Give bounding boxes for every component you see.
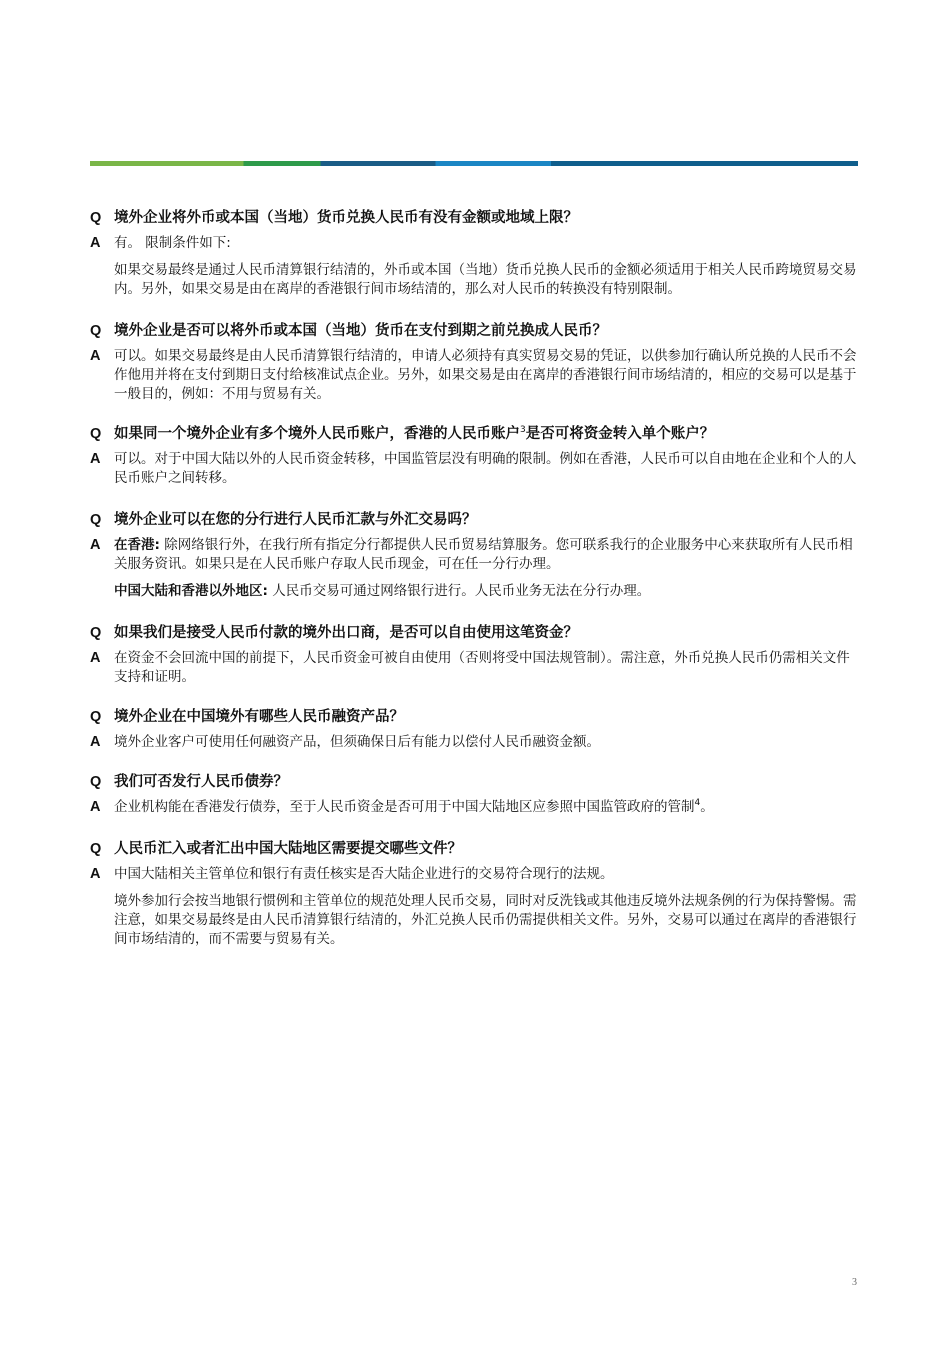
answer-other-label: 中国大陆和香港以外地区:: [114, 583, 268, 599]
faq-item-bond-issuance: [90, 772, 860, 817]
faq-item-required-documents: [90, 839, 860, 949]
answer-other-paragraph: [114, 582, 860, 601]
answer-row: [90, 234, 860, 299]
footnote-ref-3: 3: [520, 425, 526, 435]
answer-lead: 中国大陆相关主管单位和银行有责任核实是否大陆企业进行的交易符合现行的法规。: [114, 866, 614, 882]
faq-item-financing-products: [90, 707, 860, 752]
question-marker: Q: [90, 210, 102, 226]
answer-row: [90, 733, 860, 752]
answer-hk-paragraph: [114, 536, 860, 574]
answer-row: [90, 649, 860, 687]
answer-marker: A: [90, 734, 101, 750]
answer-row: [90, 798, 860, 817]
answer-marker: A: [90, 650, 101, 666]
question-text: 人民币汇入或者汇出中国大陆地区需要提交哪些文件？: [114, 841, 462, 857]
question-text: 境外企业在中国境外有哪些人民币融资产品？: [114, 709, 404, 725]
question-marker: Q: [90, 426, 102, 442]
question-text: 境外企业将外币或本国（当地）货币兑换人民币有没有金额或地域上限？: [114, 210, 578, 226]
faq-item-account-transfer: [90, 424, 860, 488]
answer-text: 在资金不会回流中国的前提下，人民币资金可被自由使用（否则将受中国法规管制）。需注意，外币兑换人民币仍需相关文件支持和证明。: [114, 650, 850, 685]
answer-paragraph: [114, 798, 860, 817]
question-marker: Q: [90, 512, 102, 528]
question-marker: Q: [90, 625, 102, 641]
faq-item-branch-services: [90, 510, 860, 601]
question-row: [90, 707, 860, 727]
answer-hk-label: 在香港:: [114, 537, 160, 553]
answer-text-part1: 企业机构能在香港发行债券，至于人民币资金是否可用于中国大陆地区应参照中国监管政府的管制: [114, 799, 695, 815]
question-row: [90, 510, 860, 530]
header-color-rule: [90, 161, 858, 166]
question-marker: Q: [90, 323, 102, 339]
question-text-part2: 是否可将资金转入单个账户？: [525, 426, 715, 442]
faq-item-currency-limit: [90, 208, 860, 299]
question-text: 境外企业可以在您的分行进行人民币汇款与外汇交易吗？: [114, 512, 477, 528]
question-marker: Q: [90, 774, 102, 790]
question-row: [90, 772, 860, 792]
answer-text-part2: 。: [700, 799, 714, 815]
question-marker: Q: [90, 841, 102, 857]
answer-marker: A: [90, 799, 101, 815]
question-row: [90, 321, 860, 341]
answer-lead: 有。 限制条件如下:: [114, 235, 231, 251]
question-text: 我们可否发行人民币债券？: [114, 774, 288, 790]
question-row: [90, 424, 860, 444]
faq-item-early-conversion: [90, 321, 860, 404]
question-row: [90, 208, 860, 228]
answer-marker: A: [90, 348, 101, 364]
faq-list: [90, 208, 860, 949]
answer-marker: A: [90, 866, 101, 882]
question-row: [90, 623, 860, 643]
answer-text: 境外企业客户可使用任何融资产品，但须确保日后有能力以偿付人民币融资金额。: [114, 734, 600, 750]
faq-item-exporter-funds: [90, 623, 860, 687]
question-text: 境外企业是否可以将外币或本国（当地）货币在支付到期之前兑换成人民币？: [114, 323, 607, 339]
answer-hk-text: 除网络银行外，在我行所有指定分行都提供人民币贸易结算服务。您可联系我行的企业服务中心来获取所有人民币相关服务资讯。如果只是在人民币账户存取人民币现金，可在任一分行办理。: [114, 537, 853, 572]
answer-row: [90, 536, 860, 601]
answer-marker: A: [90, 235, 101, 251]
question-text: 如果我们是接受人民币付款的境外出口商，是否可以自由使用这笔资金？: [114, 625, 578, 641]
answer-body: 如果交易最终是通过人民币清算银行结清的，外币或本国（当地）货币兑换人民币的金额必须适用于相关人民币跨境贸易交易内。另外，如果交易是由在离岸的香港银行间市场结清的，那么对人民币的转换没有特别限制。: [114, 262, 857, 297]
page-number: 3: [852, 1277, 857, 1288]
answer-text: 可以。如果交易最终是由人民币清算银行结清的，申请人必须持有真实贸易交易的凭证，以供参加行确认所兑换的人民币不会作他用并将在支付到期日支付给核准试点企业。另外，如果交易是由在离岸的香港银行间市场结清的，相应的交易可以是基于一般目的，例如：不用与贸易有关。: [114, 348, 857, 402]
answer-row: [90, 347, 860, 404]
question-marker: Q: [90, 709, 102, 725]
answer-marker: A: [90, 451, 101, 467]
answer-row: [90, 865, 860, 949]
answer-marker: A: [90, 537, 101, 553]
answer-other-text: 人民币交易可通过网络银行进行。人民币业务无法在分行办理。: [267, 583, 651, 599]
answer-row: [90, 450, 860, 488]
answer-text: 可以。对于中国大陆以外的人民币资金转移，中国监管层没有明确的限制。例如在香港，人民币可以自由地在企业和个人的人民币账户之间转移。: [114, 451, 857, 486]
footnote-ref-4: 4: [694, 798, 701, 808]
question-text-part1: 如果同一个境外企业有多个境外人民币账户，香港的人民币账户: [114, 426, 520, 442]
question-row: [90, 839, 860, 859]
answer-body: 境外参加行会按当地银行惯例和主管单位的规范处理人民币交易，同时对反洗钱或其他违反境外法规条例的行为保持警惕。需注意，如果交易最终是由人民币清算银行结清的，外汇兑换人民币仍需提供相关文件。另外，交易可以通过在离岸的香港银行间市场结清的，而不需要与贸易有关。: [114, 893, 857, 947]
